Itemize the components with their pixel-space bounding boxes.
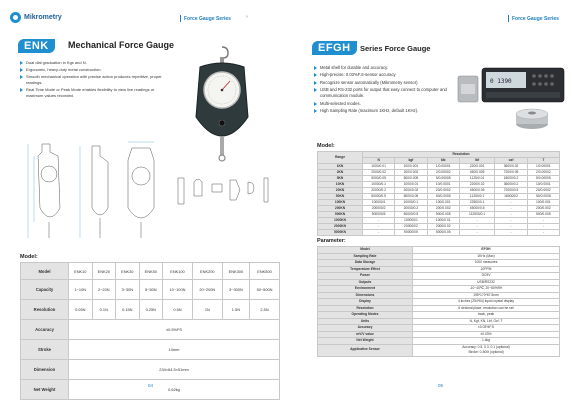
param-key: Power	[318, 273, 413, 280]
range-header: Range	[318, 152, 363, 164]
resolution-cell: 500/0.005	[427, 212, 459, 218]
range-cell: 500KN	[318, 212, 363, 218]
resolution-cell: 4500/0.05	[459, 188, 495, 194]
resolution-cell: 0.15N	[116, 300, 140, 320]
resolution-cell: -	[495, 224, 527, 230]
table-row	[21, 320, 280, 340]
param-key: Resolution	[318, 305, 413, 312]
resolution-cell: 100000/1	[395, 218, 427, 224]
param-value: 195*170*67.5mm	[413, 292, 560, 299]
resolution-cell: 2/0.00002	[427, 170, 459, 176]
resolution-cell: -	[459, 218, 495, 224]
brand-logo	[10, 12, 62, 23]
resolution-cell: -	[363, 230, 395, 236]
param-value: 1000 measures	[413, 260, 560, 267]
enk-badge: ENK	[18, 39, 55, 53]
range-cell: 50KN	[318, 194, 363, 200]
param-key: Accuracy	[318, 325, 413, 332]
resolution-cell: 10/0.0001	[427, 182, 459, 188]
resolution-cell: 1000/0.01	[395, 182, 427, 188]
table-row	[318, 344, 560, 356]
range-cell: 200KN	[318, 206, 363, 212]
param-value	[413, 344, 560, 356]
resolution-cell: 18000/0.2	[495, 176, 527, 182]
resolution-cell: -	[363, 218, 395, 224]
resolution-cell: 2000/0.02	[395, 188, 427, 194]
resolution-cell: 450/0.005	[459, 170, 495, 176]
resolution-cell: 220/0.001	[459, 164, 495, 170]
range-cell: 20KN	[318, 188, 363, 194]
resolution-cell: 5000/0.05	[363, 176, 395, 182]
resolution-cell: 1/0.00001	[527, 164, 559, 170]
param-key: Applicative Sensor	[318, 344, 413, 356]
capacity-cell: 3~30N	[116, 280, 140, 300]
resolution-cell: 1/0.00001	[427, 164, 459, 170]
series-header-left: Force Gauge Series	[180, 15, 231, 22]
model-cell: ENK30	[116, 263, 140, 280]
resolution-cell: -	[495, 218, 527, 224]
param-key: Environment	[318, 286, 413, 293]
param-value: 1KHz (Max)	[413, 253, 560, 260]
efgh-title: Series Force Gauge	[360, 44, 431, 53]
unit-header: lbf	[459, 158, 495, 164]
resolution-cell: 50000/0.5	[395, 212, 427, 218]
sensor-line: Stroke: 0-500t (optional)	[468, 350, 504, 354]
weight-cell: 0.62kg	[69, 380, 280, 400]
feature-item: Multi-selected modes.	[314, 101, 454, 107]
enk-feature-list	[20, 60, 170, 100]
resolution-cell: 10/0.0001	[527, 182, 559, 188]
resolution-cell: 200/0.002	[427, 206, 459, 212]
table-row	[21, 340, 280, 360]
feature-item: Metal shell for durable and accuracy.	[314, 65, 454, 71]
table-header-cell: Net Weight	[21, 380, 69, 400]
capacity-cell: 5~50N	[139, 280, 163, 300]
param-key: mV/V value	[318, 331, 413, 338]
param-key: Sampling Rate	[318, 253, 413, 260]
resolution-cell: -	[495, 200, 527, 206]
resolution-cell: 0.25N	[139, 300, 163, 320]
resolution-cell: -	[527, 230, 559, 236]
param-key: Outputs	[318, 279, 413, 286]
resolution-cell: -	[363, 224, 395, 230]
table-row	[21, 280, 280, 300]
page-number-right: 05	[438, 383, 444, 388]
feature-item: Smooth mechanical operation with precise action produces repetitive, proper readings.	[20, 74, 170, 85]
range-cell: 1000KN	[318, 218, 363, 224]
feature-item: USB and RS-232 ports for output that easy connect to computer and communication module.	[314, 87, 454, 99]
resolution-cell: -	[495, 230, 527, 236]
resolution-cell: 5/0.00005	[527, 176, 559, 182]
efgh-model-label: Model:	[317, 143, 335, 149]
resolution-cell: 0.5N	[163, 300, 193, 320]
resolution-cell: -	[495, 212, 527, 218]
model-cell: ENK10	[69, 263, 93, 280]
resolution-cell: 100/0.001	[527, 200, 559, 206]
table-row	[21, 360, 280, 380]
resolution-cell: 0.05N	[69, 300, 93, 320]
resolution-cell: 50/0.0005	[527, 194, 559, 200]
range-cell: 2000KN	[318, 224, 363, 230]
resolution-cell: 10000/0.1	[395, 200, 427, 206]
range-cell: 1KN	[318, 164, 363, 170]
unit-header: N	[363, 158, 395, 164]
resolution-cell: 200/0.002	[527, 206, 559, 212]
resolution-cell: 112500/0.1	[459, 212, 495, 218]
resolution-cell: 500000/5	[395, 230, 427, 236]
resolution-cell: 200000/2	[363, 206, 395, 212]
param-value: track, peak	[413, 312, 560, 319]
capacity-cell: 2~20N	[92, 280, 116, 300]
unit-header: klb	[427, 158, 459, 164]
param-value: 6 decimal place, resolution can be set	[413, 305, 560, 312]
display-reading: 0 1390	[490, 78, 512, 85]
resolution-cell: 20/0.0002	[527, 188, 559, 194]
resolution-cell: 500/0.005	[395, 176, 427, 182]
enk-title: Mechanical Force Gauge	[68, 40, 175, 50]
accuracy-cell: ±0.5%FS	[69, 320, 280, 340]
feature-item: High Sampling Rate (maximum 1KHz, default 1KHz).	[314, 108, 454, 114]
capacity-cell: 20~200N	[192, 280, 222, 300]
range-cell: 10KN	[318, 182, 363, 188]
resolution-cell: -	[527, 224, 559, 230]
capacity-cell: 50~500N	[250, 280, 280, 300]
chevron-right-icon: ›	[246, 14, 248, 20]
efgh-model-table	[317, 151, 560, 236]
sensor-line: Accuracy: 0.5, 0.3, 0.1 (optional)	[462, 344, 510, 349]
resolution-cell: 180000/2	[495, 194, 527, 200]
param-key: Dimensions	[318, 292, 413, 299]
efgh-feature-list	[314, 65, 454, 116]
param-key: Units	[318, 318, 413, 325]
param-value: ±0.03%	[413, 331, 560, 338]
param-key: Model	[318, 247, 413, 254]
resolution-cell: 22500/0.1	[459, 200, 495, 206]
resolution-cell: 1N	[192, 300, 222, 320]
resolution-cell: 5000/0.05	[427, 230, 459, 236]
resolution-cell: 500/0.005	[527, 212, 559, 218]
page-number-left: 04	[148, 383, 154, 388]
range-cell: 100KN	[318, 200, 363, 206]
resolution-cell: 1000/0.01	[427, 218, 459, 224]
dimension-cell: 234×64.5×51mm	[69, 360, 280, 380]
model-cell: ENK100	[163, 263, 193, 280]
resolution-cell: 20000/0.2	[363, 188, 395, 194]
resolution-cell: 2000/0.02	[427, 224, 459, 230]
dimension-drawings	[20, 138, 280, 243]
unit-header: T	[527, 158, 559, 164]
feature-item: High-precise: 0.03%F.S-sensor accuracy	[314, 72, 454, 78]
table-row	[21, 263, 280, 280]
resolution-cell: 20000/0.2	[395, 206, 427, 212]
table-row	[21, 300, 280, 320]
table-header-cell: Stroke	[21, 340, 69, 360]
resolution-cell: 100/0.001	[427, 200, 459, 206]
resolution-cell: 1125/0.01	[459, 176, 495, 182]
resolution-cell: 20/0.0002	[427, 188, 459, 194]
table-header-cell: Dimension	[21, 360, 69, 380]
resolution-cell: -	[459, 224, 495, 230]
resolution-cell: 50/0.0005	[427, 194, 459, 200]
param-key: Operating Modes	[318, 312, 413, 319]
range-cell: 5KN	[318, 176, 363, 182]
resolution-cell: 3600/0.02	[495, 164, 527, 170]
param-value: 4 inches (254*64) liquid crystal display	[413, 299, 560, 306]
resolution-cell: 200/0.002	[395, 170, 427, 176]
table-header-cell: Capacity	[21, 280, 69, 300]
resolution-cell: -	[459, 230, 495, 236]
resolution-cell: 1.5N	[222, 300, 249, 320]
resolution-cell: 200000/2	[395, 224, 427, 230]
resolution-cell: 72000/0.5	[495, 188, 527, 194]
unit-header: ozf	[495, 158, 527, 164]
param-key: Display	[318, 299, 413, 306]
brand-name: Mikrometry	[24, 14, 62, 21]
capacity-cell: 1~10N	[69, 280, 93, 300]
series-header-right: Force Gauge Series	[508, 15, 559, 22]
resolution-cell: 2000/0.02	[363, 170, 395, 176]
feature-item: Dual dial graduation in Kgs and N.	[20, 60, 170, 66]
resolution-cell: -	[527, 218, 559, 224]
efgh-param-label: Parameter:	[317, 238, 346, 244]
param-value: DC9V	[413, 273, 560, 280]
capacity-cell: 3~300N	[222, 280, 249, 300]
resolution-cell: 100/0.001	[395, 164, 427, 170]
feature-item: Real Time Mode or Peak Mode enables flexibility to view live readings or maximum values recorded.	[20, 87, 170, 98]
resolution-cell: 100000/1	[363, 200, 395, 206]
range-cell: 5000KN	[318, 230, 363, 236]
resolution-cell: 2.5N	[250, 300, 280, 320]
unit-header: kgf	[395, 158, 427, 164]
resolution-cell: 45000/0.5	[459, 206, 495, 212]
resolution-cell: 5000/0.05	[395, 194, 427, 200]
logo-icon	[10, 12, 21, 23]
table-header-cell: Accuracy	[21, 320, 69, 340]
table-row	[318, 230, 560, 236]
enk-model-label: Model:	[20, 254, 38, 260]
model-cell: ENK50	[139, 263, 163, 280]
param-value: ±0.03%F.S	[413, 325, 560, 332]
model-cell: ENK500	[250, 263, 280, 280]
param-key: Data Storage	[318, 260, 413, 267]
resolution-cell: 7200/0.05	[495, 170, 527, 176]
capacity-cell: 10~100N	[163, 280, 193, 300]
efgh-badge: EFGH	[312, 41, 357, 55]
feature-item: Recognize sensor automatically (Mikrometry sensor)	[314, 80, 454, 86]
param-value: N, Kgf, KN, Lbf, Ozf, T	[413, 318, 560, 325]
resolution-cell: 11250/0.1	[459, 194, 495, 200]
resolution-header: Resolution	[363, 152, 560, 158]
resolution-cell: 2200/0.02	[459, 182, 495, 188]
param-value: -10~40℃, 20~80%RH	[413, 286, 560, 293]
resolution-cell: 10000/0.1	[363, 182, 395, 188]
param-key: Temperature Effect	[318, 266, 413, 273]
feature-item: Ergonomic, heavy-duty metal construction.	[20, 67, 170, 73]
param-key: Net Weight	[318, 338, 413, 345]
resolution-cell: 50000/0.5	[363, 194, 395, 200]
resolution-cell: 500000/5	[363, 212, 395, 218]
param-value: 1.4kg	[413, 338, 560, 345]
resolution-cell: 36000/0.2	[495, 182, 527, 188]
table-header-cell: Model	[21, 263, 69, 280]
model-cell: ENK300	[222, 263, 249, 280]
digital-gauge-photo	[452, 62, 567, 140]
param-value: USB/RS232	[413, 279, 560, 286]
table-header-cell: Resolution	[21, 300, 69, 320]
range-cell: 2KN	[318, 170, 363, 176]
efgh-param-table	[317, 246, 560, 357]
resolution-cell: 1000/0.01	[363, 164, 395, 170]
resolution-cell: -	[495, 206, 527, 212]
model-cell: ENK200	[192, 263, 222, 280]
resolution-cell: 0.1N	[92, 300, 116, 320]
enk-model-table	[20, 262, 280, 400]
model-cell: ENK20	[92, 263, 116, 280]
resolution-cell: 5/0.00005	[427, 176, 459, 182]
resolution-cell: 2/0.00002	[527, 170, 559, 176]
param-value: 10PPM	[413, 266, 560, 273]
stroke-cell: 10mm	[69, 340, 280, 360]
param-value: EFGH	[413, 247, 560, 254]
